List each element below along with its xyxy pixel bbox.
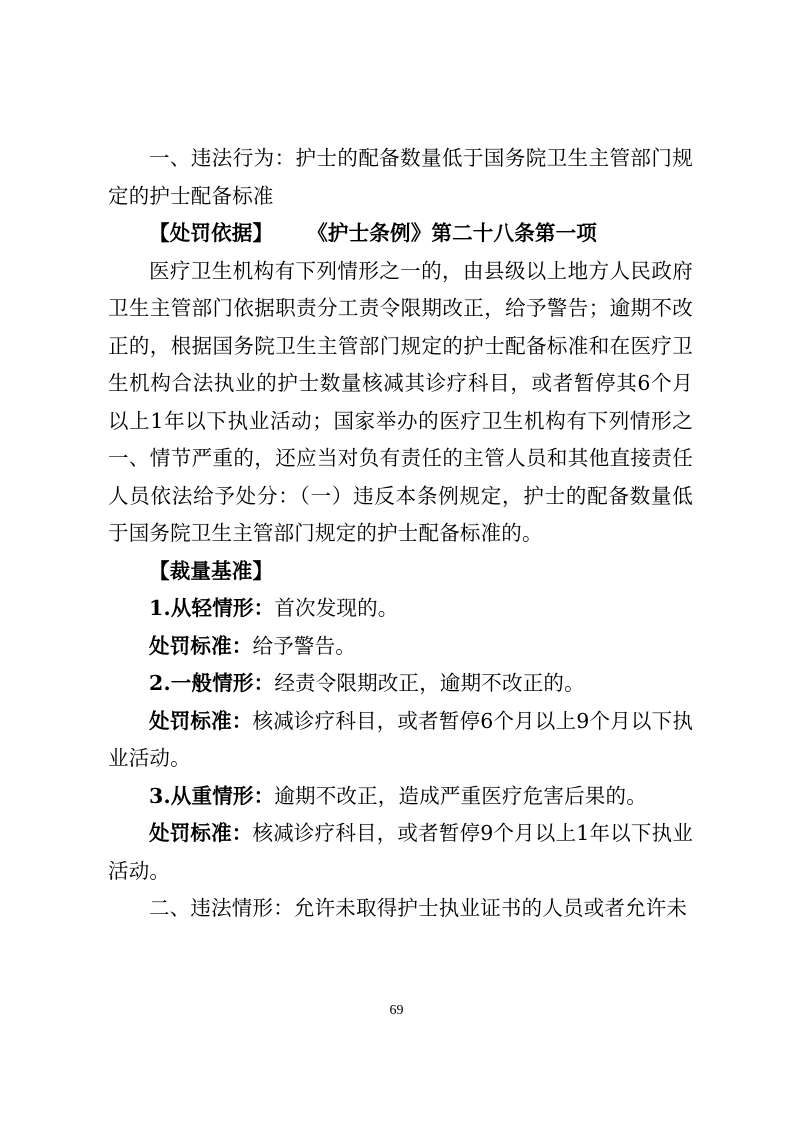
section-one-heading: 一、违法行为：护士的配备数量低于国务院卫生主管部门规定的护士配备标准: [108, 146, 693, 208]
penalty-basis-source: 《护士条例》第二十八条第一项: [307, 221, 598, 245]
level-1-penalty-label: 处罚标准：: [149, 633, 253, 658]
section-two-heading: 二、违法情形：允许未取得护士执业证书的人员或者允许未: [149, 896, 688, 920]
level-2-penalty-text: 核减诊疗科目，或者暂停6个月以上9个月以下执业活动。: [108, 708, 694, 770]
level-1-condition: [108, 590, 693, 628]
level-2-condition-text: 经责令限期改正，逾期不改正的。: [274, 671, 585, 695]
level-3-condition: [108, 778, 693, 816]
document-body: [108, 140, 693, 928]
level-3-penalty: [108, 815, 693, 890]
penalty-basis-label: 【处罚依据】: [149, 221, 274, 245]
level-3-penalty-text: 核减诊疗科目，或者暂停9个月以上1年以下执业活动。: [108, 821, 694, 883]
level-1-label: 1.从轻情形：: [149, 596, 275, 620]
level-2-label: 2.一般情形：: [149, 671, 275, 695]
penalty-basis-line: [108, 215, 693, 253]
level-1-condition-text: 首次发现的。: [274, 596, 399, 620]
page-number: 69: [389, 1003, 404, 1018]
article-text: 医疗卫生机构有下列情形之一的，由县级以上地方人民政府卫生主管部门依据职责分工责令限期改正，给予警告；逾期不改正的，根据国务院卫生主管部门规定的护士配备标准和在医疗卫生机构合法执业的护士数量核减其诊疗科目，或者暂停其6个月以上1年以下执业活动；国家举办的医疗卫生机构有下列情形之一、情节严重的，还应当对负有责任的主管人员和其他直接责任人员依法给予处分：（一）违反本条例规定，护士的配备数量低于国务院卫生主管部门规定的护士配备标准的。: [108, 258, 693, 545]
level-1-penalty: [108, 628, 693, 666]
level-1-penalty-text: 给予警告。: [252, 633, 356, 658]
discretion-heading: 【裁量基准】: [149, 558, 274, 583]
level-2-penalty-label: 处罚标准：: [149, 708, 253, 733]
level-3-condition-text: 逾期不改正，造成严重医疗危害后果的。: [274, 783, 647, 808]
level-3-penalty-label: 处罚标准：: [149, 821, 253, 845]
level-3-label: 3.从重情形：: [149, 783, 275, 808]
level-2-condition: [108, 665, 693, 703]
level-2-penalty: [108, 703, 693, 778]
